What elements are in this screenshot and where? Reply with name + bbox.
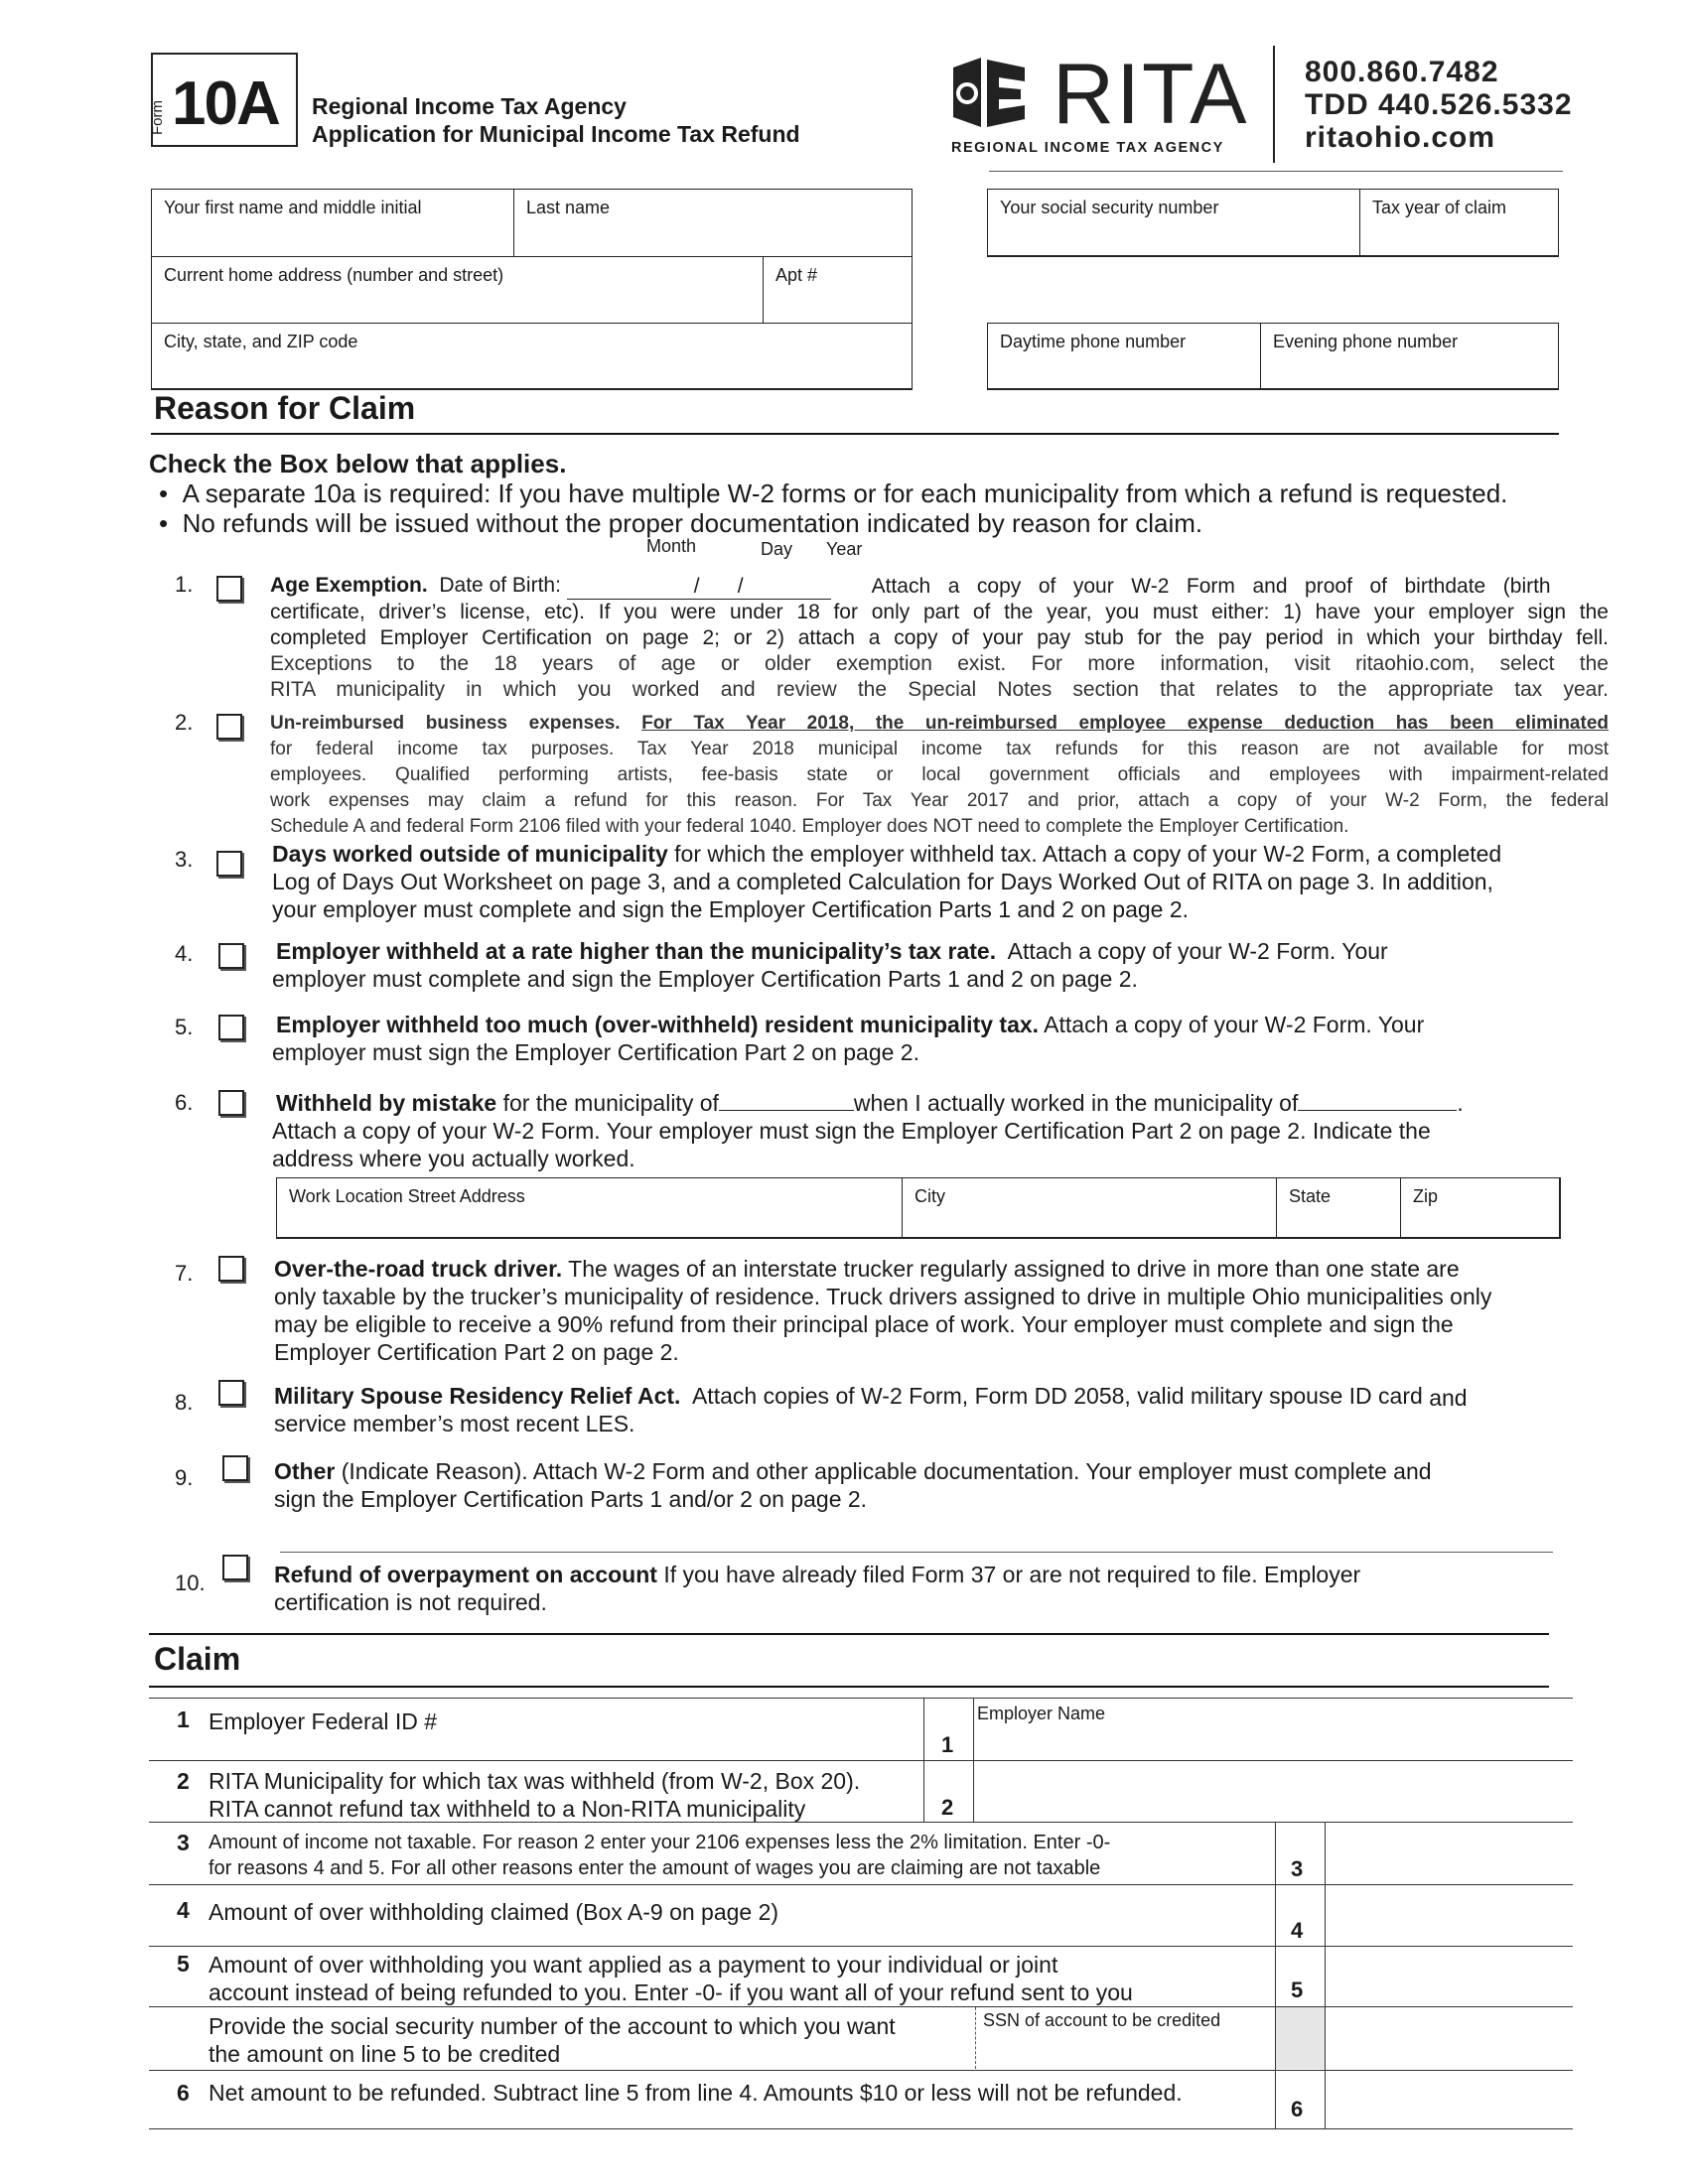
claim-vline — [1325, 1822, 1326, 2129]
claim-1-box-number: 1 — [941, 1732, 954, 1757]
logo-subtitle: REGIONAL INCOME TAX AGENCY — [951, 140, 1224, 156]
claim-3-box-number: 3 — [1291, 1856, 1304, 1881]
claim-title-rule — [149, 1686, 1549, 1688]
claim-2-number: 2 — [177, 1768, 190, 1794]
claim-1-number: 1 — [177, 1706, 190, 1732]
home-address-field[interactable] — [151, 256, 764, 324]
reason-rule — [151, 433, 1559, 435]
phone-number: 800.860.7482 — [1305, 56, 1499, 88]
city-state-zip-field[interactable] — [151, 323, 913, 390]
form-title: Application for Municipal Income Tax Refund — [312, 121, 800, 147]
rita-municipality-input[interactable] — [975, 1762, 1571, 1820]
shaded-cell — [1276, 2007, 1325, 2069]
reason-2-number: 2. — [175, 710, 194, 735]
worked-municipality-input[interactable] — [1298, 1086, 1457, 1111]
claim-section-title: Claim — [154, 1641, 241, 1677]
reason-10-text: Refund of overpayment on account If you have already filed Form 37 or are not required to file. Employer certification is not required. — [274, 1562, 1361, 1615]
dob-month-label: Month — [646, 536, 697, 556]
work-state-label: State — [1289, 1186, 1332, 1206]
employer-name-input[interactable] — [975, 1727, 1571, 1759]
claim-top-rule — [149, 1633, 1549, 1635]
ssn-credit-text: Provide the social security number of the account to which you want the amount on line 5 to be credited — [209, 2013, 896, 2067]
city-state-zip-label: City, state, and ZIP code — [164, 332, 358, 351]
claim-line — [149, 2070, 1573, 2071]
claim-vline — [1275, 1822, 1276, 2129]
first-name-label: Your first name and middle initial — [164, 198, 422, 217]
apt-label: Apt # — [775, 265, 818, 285]
reason-5-checkbox[interactable] — [218, 1015, 244, 1040]
reason-1-checkbox[interactable] — [216, 576, 242, 602]
net-refund-input[interactable] — [1327, 2072, 1571, 2127]
logo-text: RITA — [1053, 47, 1249, 142]
tax-year-field[interactable] — [1359, 189, 1559, 257]
daytime-phone-field[interactable] — [987, 323, 1261, 390]
claim-3-text: Amount of income not taxable. For reason 2 enter your 2106 expenses less the 2% limitation. Enter -0- for reasons 4 and 5. For all other reasons enter the amount of wages you are claiming are not taxable — [209, 1832, 1111, 1879]
reason-4-checkbox[interactable] — [218, 943, 244, 969]
contact-block — [1305, 56, 1573, 154]
ssn-field[interactable] — [987, 189, 1360, 257]
claim-6-text: Net amount to be refunded. Subtract line 5 from line 4. Amounts $10 or less will not be refunded. — [209, 2080, 1183, 2106]
claim-line — [149, 2006, 1573, 2007]
reason-7-number: 7. — [175, 1261, 194, 1286]
claim-4-number: 4 — [177, 1897, 190, 1923]
ssn-label: Your social security number — [1000, 198, 1219, 217]
reason-9-checkbox[interactable] — [222, 1455, 248, 1481]
reason-2-checkbox[interactable] — [216, 714, 242, 740]
applied-payment-input[interactable] — [1327, 1948, 1571, 2005]
reason-section-title: Reason for Claim — [154, 390, 416, 426]
reason-4-text: Employer withheld at a rate higher than the municipality’s tax rate. Attach a copy of your W-2 Form. Your employer must complete and sign the Employer Certification Parts 1 and 2 on page 2. — [272, 938, 1388, 992]
ssn-credit-divider — [975, 2007, 977, 2069]
header-rule — [989, 171, 1563, 172]
other-reason-line[interactable] — [280, 1552, 1553, 1553]
claim-line — [149, 1760, 1573, 1761]
reason-1-number: 1. — [175, 572, 194, 597]
claim-4-text: Amount of over withholding claimed (Box A-9 on page 2) — [209, 1899, 779, 1925]
reason-7-checkbox[interactable] — [218, 1256, 244, 1282]
daytime-phone-label: Daytime phone number — [1000, 332, 1187, 351]
bullet-1: • A separate 10a is required: If you have multiple W-2 forms or for each municipality from which a refund is requested. — [159, 478, 1508, 508]
employer-federal-id-input[interactable] — [209, 1700, 921, 1759]
claim-1-text: Employer Federal ID # — [209, 1708, 438, 1734]
work-state-field[interactable] — [1276, 1177, 1401, 1239]
reason-10-number: 10. — [175, 1570, 206, 1595]
claim-2-text: RITA Municipality for which tax was withheld (from W-2, Box 20). RITA cannot refund tax withheld to a Non-RITA municipality — [209, 1768, 861, 1822]
claim-line — [149, 1884, 1573, 1885]
ssn-credit-input[interactable] — [979, 2035, 1273, 2067]
claim-6-number: 6 — [177, 2080, 190, 2106]
form-title-block — [312, 92, 800, 148]
bullet-2: • No refunds will be issued without the proper documentation indicated by reason for claim. — [159, 508, 1203, 538]
agency-name: Regional Income Tax Agency — [312, 93, 627, 119]
reason-8-number: 8. — [175, 1390, 194, 1415]
reason-4-number: 4. — [175, 941, 194, 966]
withheld-municipality-input[interactable] — [719, 1086, 854, 1111]
claim-line — [149, 1698, 1573, 1699]
income-not-taxable-input[interactable] — [1327, 1824, 1571, 1882]
form-word: Form — [149, 100, 166, 135]
claim-4-box-number: 4 — [1291, 1918, 1304, 1943]
work-street-field[interactable] — [276, 1177, 903, 1239]
claim-2-box-number: 2 — [941, 1795, 954, 1820]
reason-5-text: Employer withheld too much (over-withheld) resident municipality tax. Attach a copy of your W-2 Form. Your employer must sign the Employer Certification Part 2 on page 2. — [272, 1012, 1425, 1065]
reason-2-text: Un-reimbursed business expenses. For Tax Year 2018, the un-reimbursed employee expense deduction has been eliminated for federal income tax purposes. Tax Year 2018 municipal income tax refunds for this reason are not available for most employees. Qualified performing artists, fee-basis state or local government officials and employees with impairment-related work expenses may claim a refund for this reason. For Tax Year 2017 and prior, attach a copy of your W-2 Form, the federal Schedule A and federal Form 2106 filed with your federal 1040. Employer does NOT need to complete the Employer Certification. — [270, 713, 1609, 837]
claim-line — [149, 1946, 1573, 1947]
last-name-label: Last name — [526, 198, 611, 217]
claim-6-box-number: 6 — [1291, 2097, 1304, 2121]
reason-8-checkbox[interactable] — [218, 1380, 244, 1406]
dob-day-label: Day — [761, 539, 793, 559]
claim-line — [149, 2128, 1573, 2129]
claim-5-box-number: 5 — [1291, 1978, 1304, 2002]
work-zip-field[interactable] — [1400, 1177, 1561, 1239]
reason-9-number: 9. — [175, 1465, 194, 1490]
evening-phone-label: Evening phone number — [1273, 332, 1459, 351]
tdd-number: TDD 440.526.5332 — [1305, 88, 1573, 121]
reason-5-number: 5. — [175, 1015, 194, 1039]
apt-field[interactable] — [763, 256, 913, 324]
tax-year-label: Tax year of claim — [1372, 198, 1507, 217]
reason-1-text: Age Exemption. Date of Birth: / / Attach a copy of your W-2 Form and proof of birthdate (birth certificate, driver’s license, etc). If you were under 18 for only part of the year, you must either: 1) have your employer sign the completed Employer Certification on page 2; or 2) attach a copy of your pay stub for the pay period in which your birthday fell. Exceptions to the 18 years of age or older exemption exist. For more information, visit ritaohio.com, select the RITA municipality in which you worked and review the Special Notes section that relates to the appropriate tax year. — [270, 574, 1609, 701]
dob-input[interactable]: / / — [567, 573, 831, 600]
work-street-label: Work Location Street Address — [289, 1186, 525, 1206]
ssn-credit-label: SSN of account to be credited — [983, 2010, 1221, 2030]
reason-6-number: 6. — [175, 1090, 194, 1115]
claim-5-text: Amount of over withholding you want applied as a payment to your individual or joint account instead of being refunded to you. Enter -0- if you want all of your refund sent to you — [209, 1952, 1133, 2005]
reason-9-text: Other (Indicate Reason). Attach W-2 Form and other applicable documentation. Your employer must complete and sign the Employer Certification Parts 1 and/or 2 on page 2. — [274, 1458, 1432, 1512]
work-city-label: City — [914, 1186, 945, 1206]
reason-3-number: 3. — [175, 847, 194, 872]
claim-vline — [923, 1698, 924, 1822]
dob-year-label: Year — [826, 539, 863, 559]
reason-7-text: Over-the-road truck driver. The wages of an interstate trucker regularly assigned to drive in more than one state are only taxable by the trucker’s municipality of residence. Truck drivers assigned to drive in multiple Ohio municipalities only may be eligible to receive a 90% refund from their principal place of work. Your employer must complete and sign the Employer Certification Part 2 on page 2. — [274, 1256, 1492, 1365]
over-withholding-input[interactable] — [1327, 1886, 1571, 1944]
claim-3-number: 3 — [177, 1830, 190, 1855]
reason-3-checkbox[interactable] — [216, 851, 242, 877]
reason-6-text: Withheld by mistake for the municipality of when I actually worked in the municipality of . Attach a copy of your W-2 Form. Your employer must sign the Employer Certification Part 2 on page 2. Indicate the address where you actually worked. — [276, 1086, 1567, 1172]
reason-6-checkbox[interactable] — [218, 1090, 244, 1116]
rita-logo-icon — [951, 58, 1043, 127]
header-divider — [1273, 46, 1275, 163]
work-zip-label: Zip — [1413, 1186, 1439, 1206]
form-number: 10A — [172, 69, 279, 138]
claim-vline — [973, 1698, 974, 1822]
claim-5-number: 5 — [177, 1951, 190, 1977]
reason-10-checkbox[interactable] — [222, 1555, 248, 1580]
check-heading: Check the Box below that applies. — [149, 449, 567, 478]
first-name-field[interactable] — [151, 189, 514, 257]
website[interactable]: ritaohio.com — [1305, 121, 1496, 154]
reason-3-text: Days worked outside of municipality for which the employer withheld tax. Attach a copy of your W-2 Form, a completed Log of Days Out Worksheet on page 3, and a completed Calculation for Days Worked Out of RITA on page 3. In addition, your employer must complete and sign the Employer Certification Parts 1 and 2 on page 2. — [272, 841, 1502, 922]
last-name-field[interactable] — [513, 189, 913, 257]
home-address-label: Current home address (number and street) — [164, 265, 504, 285]
reason-8-text: Military Spouse Residency Relief Act. Attach copies of W-2 Form, Form DD 2058, valid military spouse ID card and service member’s most recent LES. — [274, 1383, 1468, 1436]
employer-name-label: Employer Name — [977, 1704, 1106, 1723]
evening-phone-field[interactable] — [1260, 323, 1559, 390]
work-city-field[interactable] — [902, 1177, 1277, 1239]
